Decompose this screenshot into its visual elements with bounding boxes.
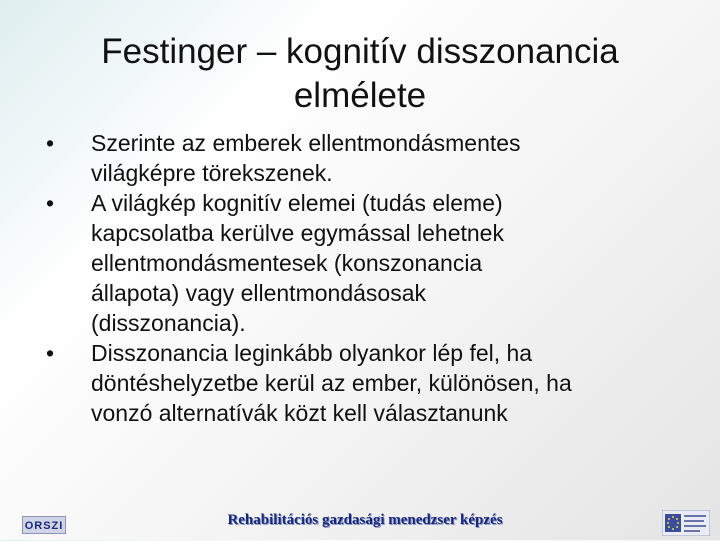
bullet-1-line-1: Szerinte az emberek ellentmondásmentes: [91, 130, 521, 156]
bullet-2-line-4: állapota) vagy ellentmondásosak: [91, 280, 426, 306]
bullet-dot: •: [45, 130, 55, 156]
bullet-item-2: [40, 188, 700, 338]
title-line-1: Festinger – kognitív disszonancia: [101, 32, 619, 71]
slide-title: [40, 30, 680, 118]
bullet-item-1: [40, 128, 700, 188]
eu-flag-logo-icon: [662, 510, 710, 536]
bullet-3-line-3: vonzó alternatívák közt kell választanunk: [91, 400, 508, 426]
orszi-logo: ORSZI: [22, 516, 66, 534]
bullet-2-line-1: A világkép kognitív elemei (tudás eleme): [91, 190, 503, 216]
bullet-2-line-5: (disszonancia).: [91, 310, 246, 336]
bullet-3-line-1: Disszonancia leginkább olyankor lép fel, ha: [91, 340, 533, 366]
title-line-2: elmélete: [293, 76, 427, 115]
bullet-dot: •: [45, 190, 55, 216]
footer-title: Rehabilitációs gazdasági menedzser képzés: [227, 512, 503, 528]
bullet-list: [40, 128, 700, 428]
bullet-item-3: [40, 338, 700, 428]
bullet-3-line-2: döntéshelyzetbe kerül az ember, különösen, ha: [91, 370, 572, 396]
bullet-1-line-2: világképre törekszenek.: [91, 160, 333, 186]
bullet-2-line-3: ellentmondásmentesek (konszonancia: [91, 250, 483, 276]
bullet-2-line-2: kapcsolatba kerülve egymással lehetnek: [91, 220, 504, 246]
bullet-dot: •: [45, 340, 55, 366]
